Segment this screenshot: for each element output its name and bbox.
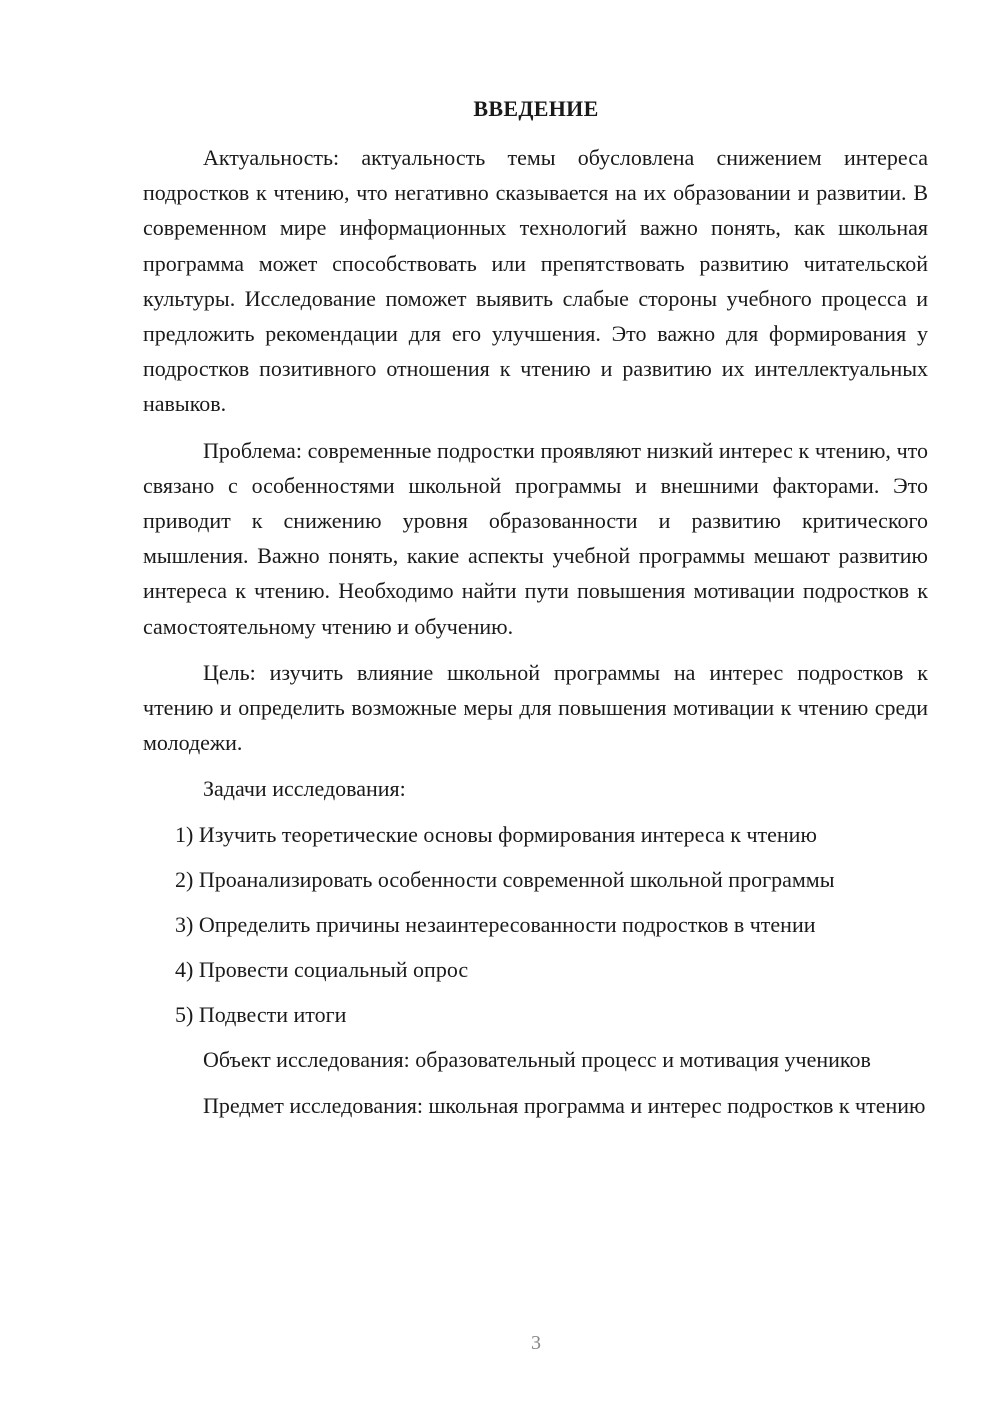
document-body bbox=[143, 140, 928, 1134]
subject-paragraph: Предмет исследования: школьная программа и интерес подростков к чтению bbox=[203, 1092, 926, 1118]
task-item: 4) Провести социальный опрос bbox=[175, 956, 469, 982]
task-item: 2) Проанализировать особенности современной школьной программы bbox=[175, 866, 835, 892]
section-title: ВВЕДЕНИЕ bbox=[473, 96, 599, 121]
task-item: 3) Определить причины незаинтересованности подростков в чтении bbox=[175, 911, 816, 937]
goal-paragraph: Цель: изучить влияние школьной программы на интерес подростков к чтению и определить возможные меры для повышения мотивации к чтению среди молодежи. bbox=[143, 659, 928, 756]
relevance-paragraph: Актуальность: актуальность темы обусловлена снижением интереса подростков к чтению, что негативно сказывается на их образовании и развитии. В современном мире информационных технологий важно понять, как школьная программа может способствовать или препятствовать развитию читательской культуры. Исследование поможет выявить слабые стороны учебного процесса и предложить рекомендации для его улучшения. Это важно для формирования у подростков позитивного отношения к чтению и развитию их интеллектуальных навыков. bbox=[143, 145, 928, 417]
task-item: 5) Подвести итоги bbox=[175, 1001, 347, 1027]
tasks-heading: Задачи исследования: bbox=[203, 776, 406, 802]
tasks-list bbox=[143, 817, 928, 1032]
task-item: 1) Изучить теоретические основы формирования интереса к чтению bbox=[175, 821, 817, 847]
page-number: 3 bbox=[531, 1332, 541, 1354]
object-paragraph: Объект исследования: образовательный процесс и мотивация учеников bbox=[203, 1046, 871, 1072]
problem-paragraph: Проблема: современные подростки проявляют низкий интерес к чтению, что связано с особенностями школьной программы и внешними факторами. Это приводит к снижению уровня образованности и развитию критического мышления. Важно понять, какие аспекты учебной программы мешают развитию интереса к чтению. Необходимо найти пути повышения мотивации подростков к самостоятельному чтению и обучению. bbox=[143, 437, 928, 639]
